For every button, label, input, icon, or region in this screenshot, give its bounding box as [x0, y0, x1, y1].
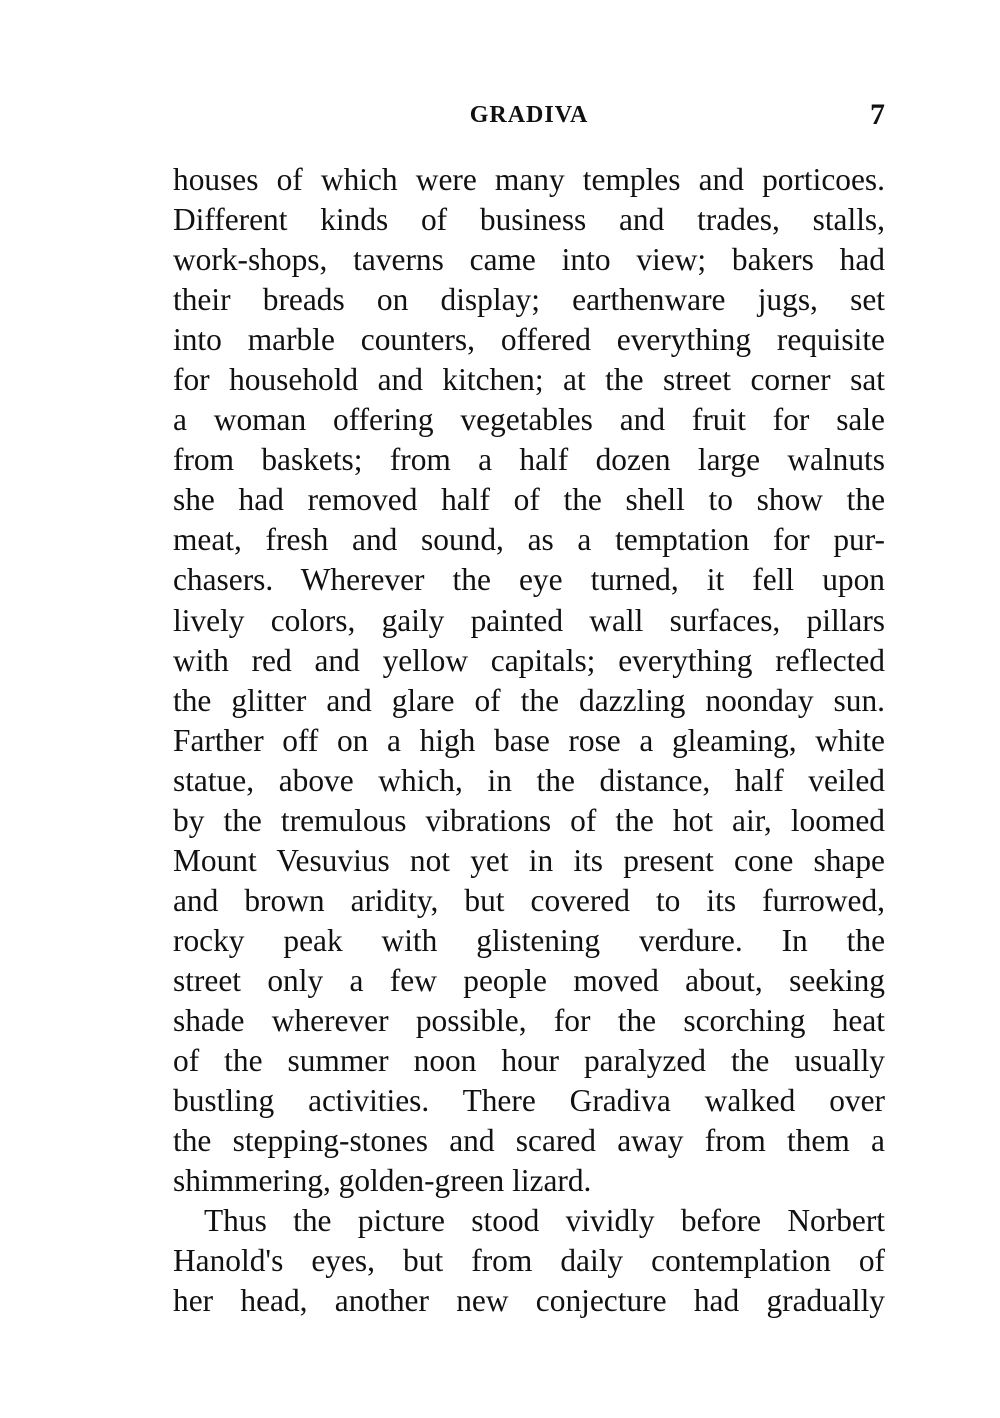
text-line: she had removed half of the shell to show the: [173, 482, 885, 518]
body-text: [173, 160, 885, 1321]
text-line: of the summer noon hour paralyzed the usually: [173, 1043, 885, 1079]
text-line: their breads on display; earthenware jugs, set: [173, 282, 885, 318]
text-line: shimmering, golden-green lizard.: [173, 1163, 592, 1199]
paragraph-2: [173, 1201, 885, 1321]
text-line: and brown aridity, but covered to its furrowed,: [173, 882, 885, 918]
text-line: with red and yellow capitals; everything reflected: [173, 642, 885, 678]
text-line: Farther off on a high base rose a gleaming, white: [173, 722, 885, 758]
text-line: the stepping-stones and scared away from them a: [173, 1123, 885, 1159]
text-line: bustling activities. There Gradiva walked over: [173, 1083, 885, 1119]
text-line: the glitter and glare of the dazzling noonday sun.: [173, 682, 885, 718]
text-line: into marble counters, offered everything requisite: [173, 322, 885, 358]
text-line: statue, above which, in the distance, half veiled: [173, 762, 885, 798]
text-line: work-shops, taverns came into view; bakers had: [173, 242, 885, 278]
text-line: for household and kitchen; at the street corner sat: [173, 362, 885, 398]
text-line: her head, another new conjecture had gradually: [173, 1283, 885, 1319]
text-line: from baskets; from a half dozen large walnuts: [173, 442, 885, 478]
text-line: Hanold's eyes, but from daily contemplation of: [173, 1243, 885, 1279]
text-line: shade wherever possible, for the scorching heat: [173, 1002, 885, 1038]
text-line: lively colors, gaily painted wall surfaces, pillars: [173, 602, 885, 638]
text-line: Different kinds of business and trades, stalls,: [173, 202, 885, 238]
text-line: rocky peak with glistening verdure. In the: [173, 922, 885, 958]
paragraph-1: [173, 160, 885, 1201]
text-line: meat, fresh and sound, as a temptation for pur-: [173, 522, 885, 558]
text-line: by the tremulous vibrations of the hot air, loomed: [173, 802, 885, 838]
text-line: street only a few people moved about, seeking: [173, 962, 885, 998]
text-line: houses of which were many temples and porticoes.: [173, 162, 885, 197]
text-line: a woman offering vegetables and fruit for sale: [173, 402, 885, 438]
text-line: chasers. Wherever the eye turned, it fell upon: [173, 562, 885, 598]
page-number: 7: [870, 98, 885, 131]
text-line: Mount Vesuvius not yet in its present cone shape: [173, 842, 885, 878]
running-title: GRADIVA: [469, 102, 589, 128]
text-line: Thus the picture stood vividly before Norbert: [204, 1203, 885, 1239]
running-head: [173, 98, 885, 132]
